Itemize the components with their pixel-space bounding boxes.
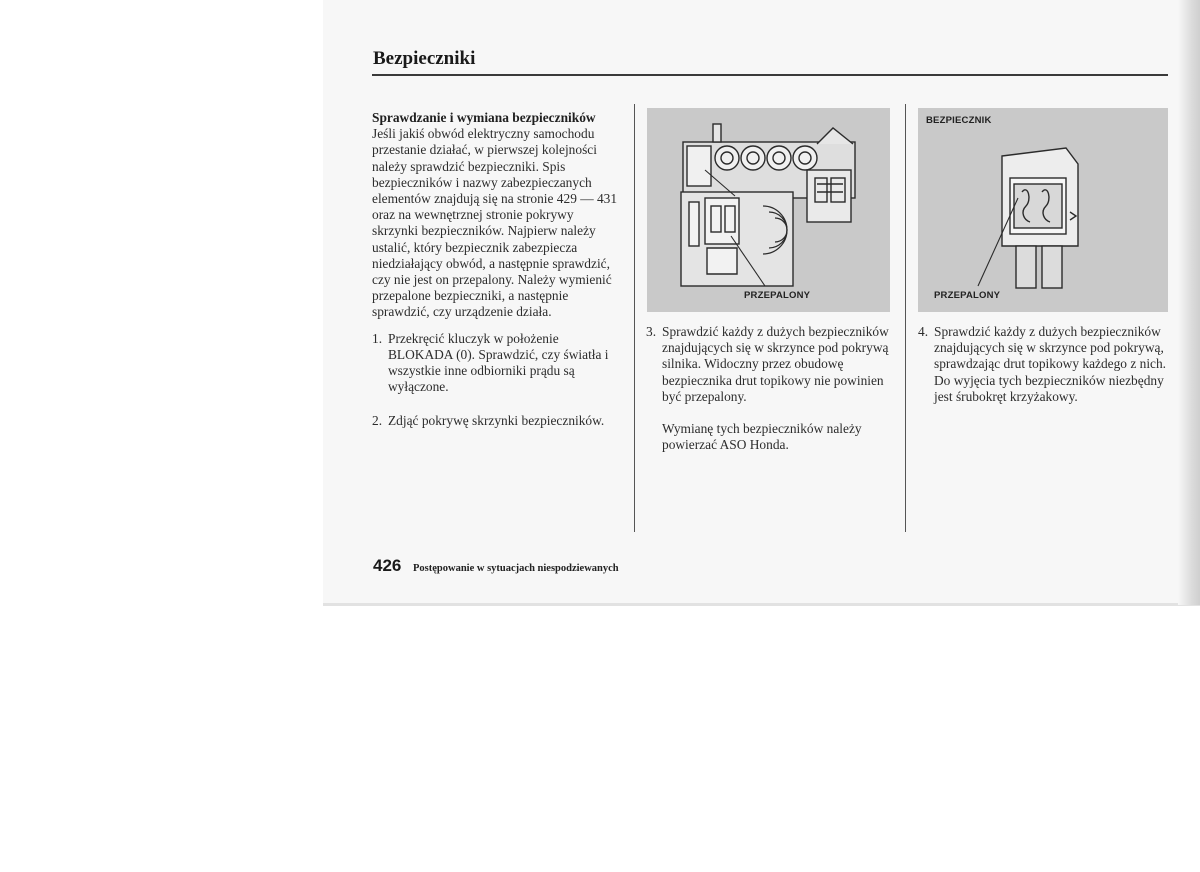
step-3-text: Sprawdzić każdy z dużych bezpieczników znajdujących się w skrzynce pod pokrywą silnika. Widoczny przez obudowę bezpiecznika drut topikowy nie powinien być przepalony. bbox=[662, 324, 889, 404]
column-1 bbox=[372, 110, 622, 430]
step-1-number: 1. bbox=[372, 330, 383, 346]
step-2 bbox=[372, 413, 622, 429]
step-4-text: Sprawdzić każdy z dużych bezpieczników znajdujących się w skrzynce pod pokrywą, sprawdzając drut topikowy każdego z nich. Do wyjęcia tych bezpieczników niezbędny jest śrubokręt krzyżakowy. bbox=[934, 324, 1167, 404]
fuse-box-drawing bbox=[647, 108, 890, 312]
step-3-number: 3. bbox=[646, 324, 657, 339]
section-heading: Sprawdzanie i wymiana bezpieczników bbox=[372, 110, 596, 125]
page-caption: Postępowanie w sytuacjach niespodziewanych bbox=[413, 563, 619, 574]
column-2 bbox=[646, 324, 892, 453]
fuse-box-illustration bbox=[647, 108, 890, 312]
fuse-figure-title: BEZPIECZNIK bbox=[926, 115, 992, 126]
fuse-illustration bbox=[918, 108, 1168, 312]
blown-label-2: PRZEPALONY bbox=[934, 290, 1001, 301]
step-4 bbox=[918, 324, 1174, 405]
column-divider-1 bbox=[634, 104, 635, 532]
service-note: Wymianę tych bezpieczników należy powierzać ASO Honda. bbox=[662, 421, 862, 453]
page-shadow bbox=[323, 603, 1200, 606]
page-number: 426 bbox=[373, 556, 402, 575]
fuse-drawing bbox=[918, 108, 1168, 312]
intro-paragraph: Jeśli jakiś obwód elektryczny samochodu przestanie działać, w pierwszej kolejności należy sprawdzić bezpieczniki. Spis bezpieczników i nazwy zabezpieczanych elementów znajdują się na stronie 429 — 431 oraz na wewnętrznej stronie pokrywy skrzynki bezpieczników. Najpierw należy ustalić, który bezpiecznik zabezpiecza niedziałający obwód, a następnie sprawdzić, czy nie jest on przepalony. Należy wymienić przepalone bezpieczniki, a następnie sprawdzić, czy urządzenie działa. bbox=[372, 126, 618, 320]
page-spine bbox=[1178, 0, 1200, 605]
column-divider-2 bbox=[905, 104, 906, 532]
page-title: Bezpieczniki bbox=[373, 48, 476, 69]
step-1 bbox=[372, 331, 622, 396]
title-rule bbox=[372, 74, 1168, 76]
step-4-number: 4. bbox=[918, 324, 929, 339]
step-2-number: 2. bbox=[372, 413, 383, 429]
step-2-text: Zdjąć pokrywę skrzynki bezpieczników. bbox=[388, 413, 605, 429]
column-3 bbox=[918, 324, 1174, 405]
blown-label: PRZEPALONY bbox=[744, 290, 811, 301]
step-1-text: Przekręcić kluczyk w położenie BLOKADA (0). Sprawdzić, czy światła i wszystkie inne odbiorniki prądu są wyłączone. bbox=[388, 330, 609, 395]
step-3 bbox=[646, 324, 892, 405]
